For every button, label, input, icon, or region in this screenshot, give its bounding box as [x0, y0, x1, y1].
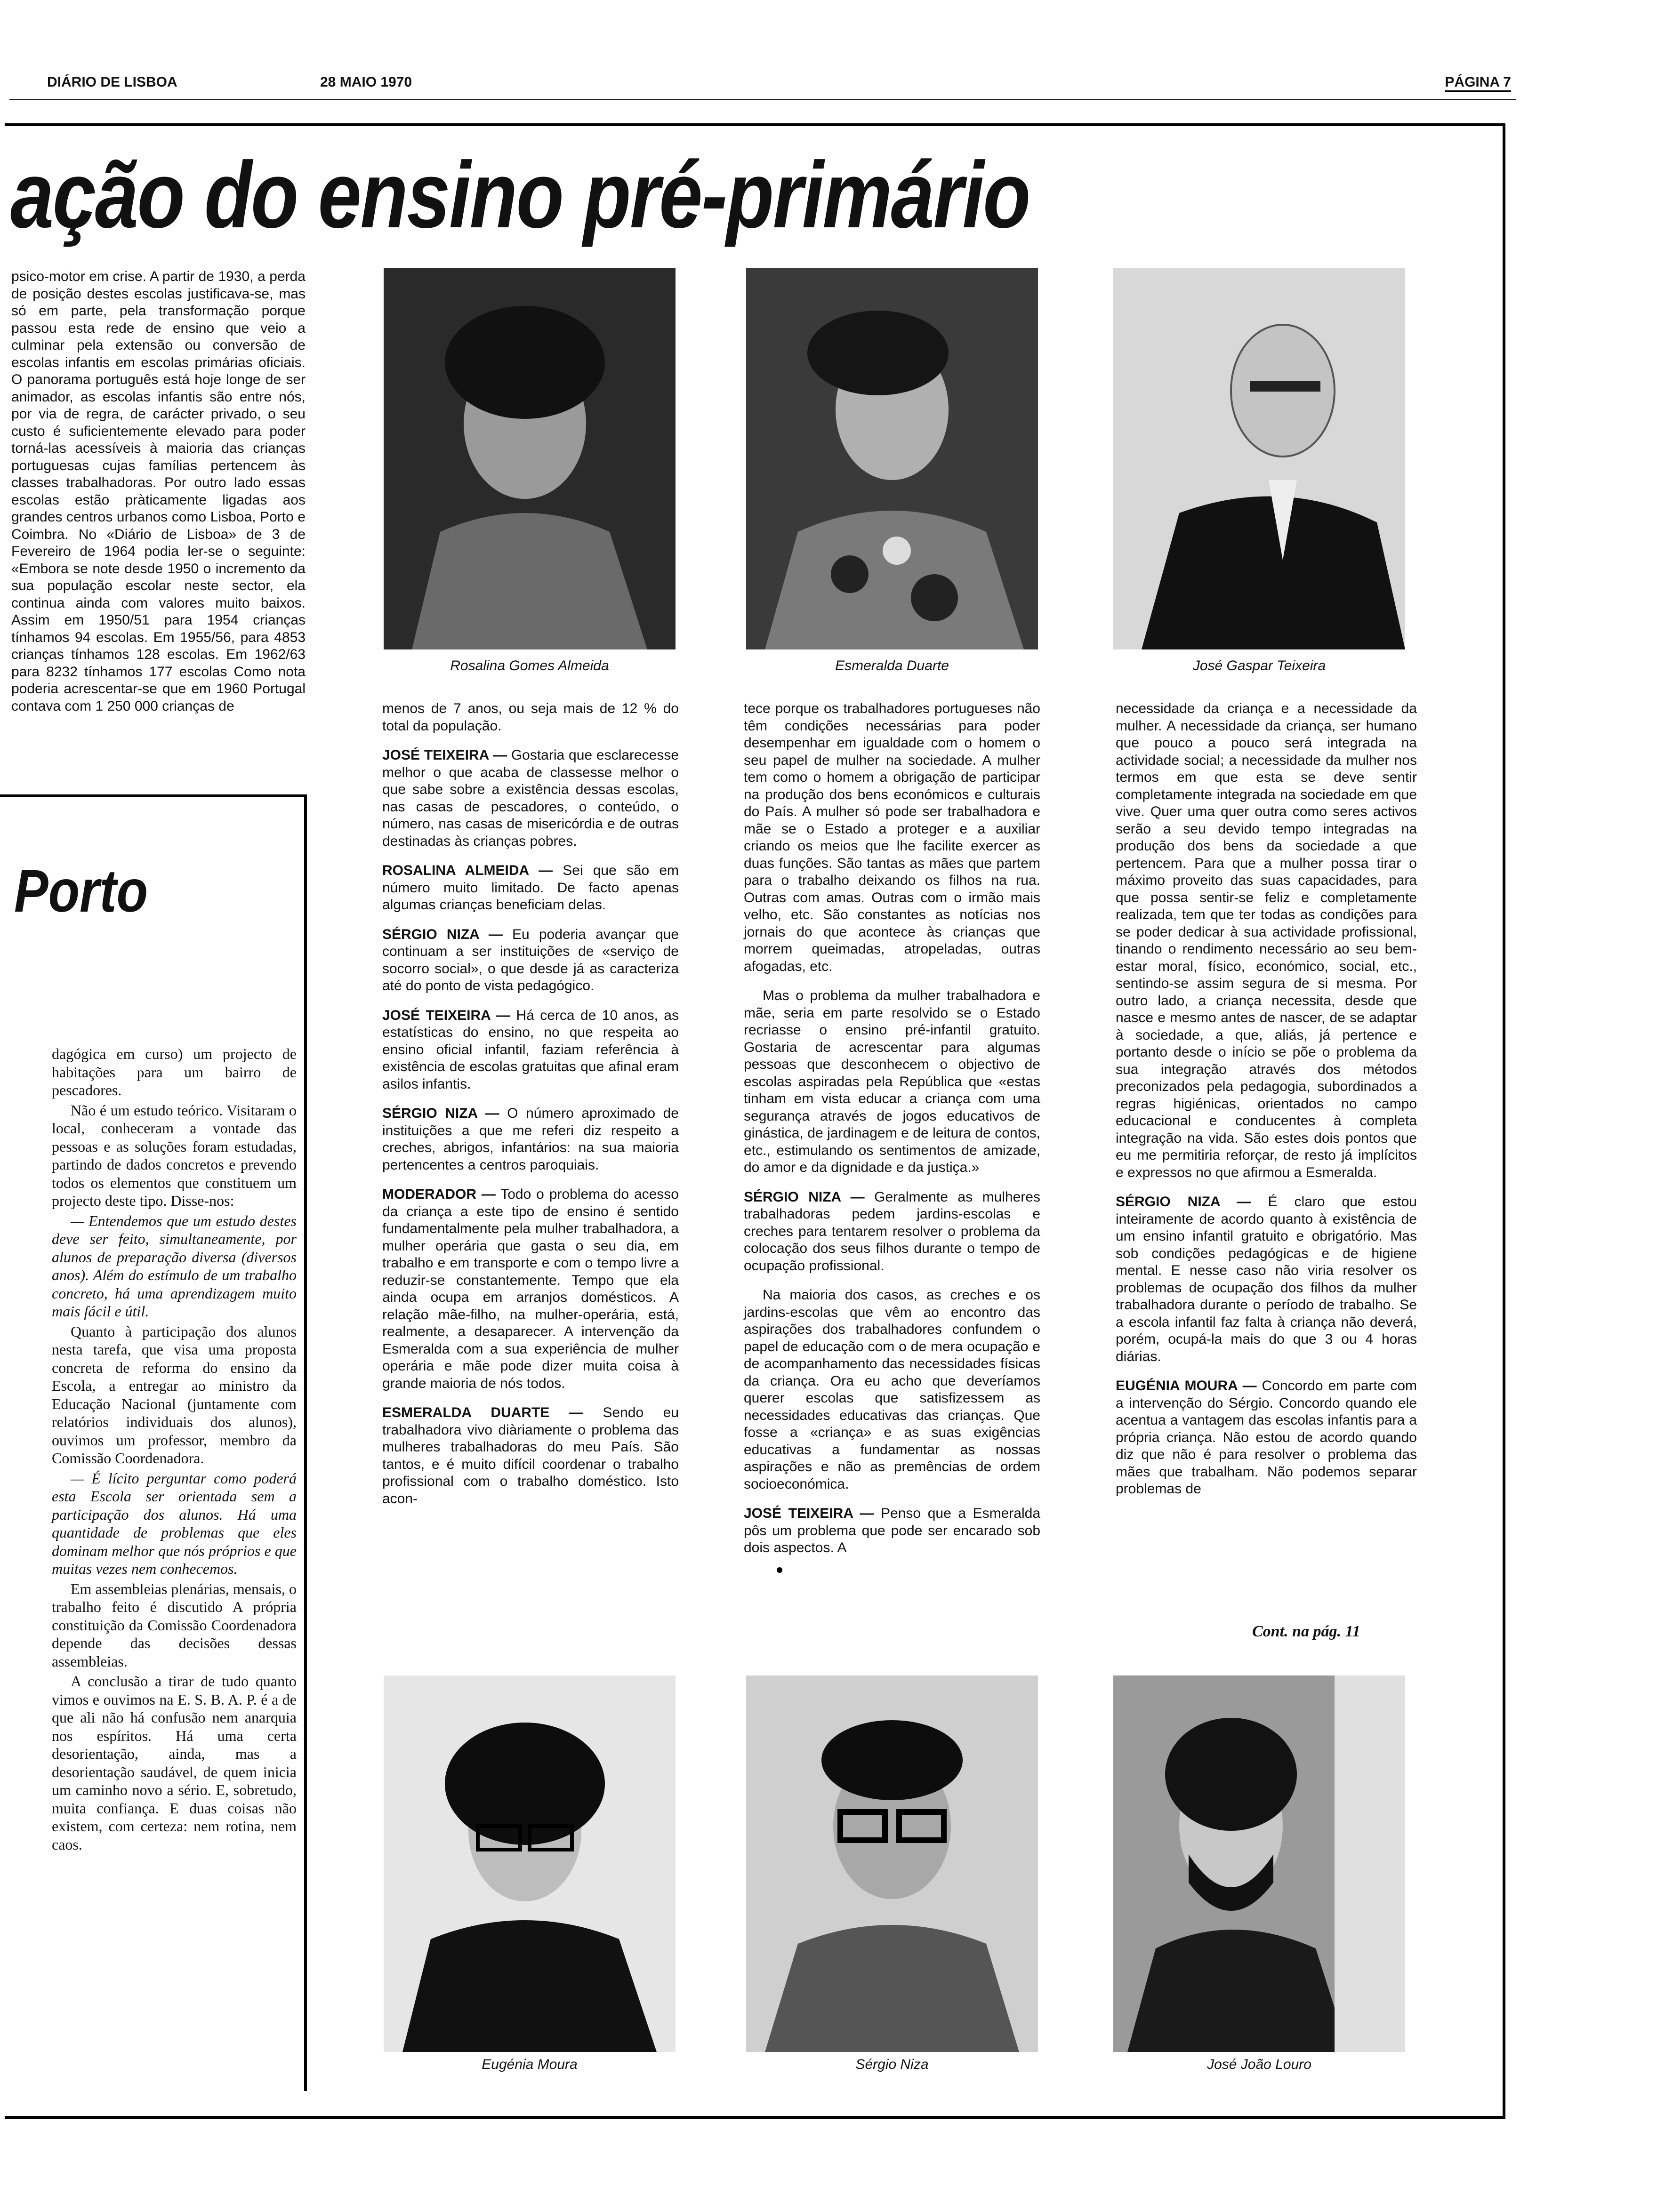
porto-title: Porto — [14, 858, 148, 925]
article-column — [1116, 700, 1417, 1510]
speaker-name: MODERADOR — — [382, 1186, 496, 1202]
header-rule — [9, 99, 1516, 100]
speaker-name: SÉRGIO NIZA — — [382, 1106, 499, 1121]
photo-caption: Rosalina Gomes Almeida — [450, 658, 609, 673]
paragraph: Na maioria dos casos, as creches e os jardins-escolas que vêm ao encontro das aspirações dos trabalhadores confundem o papel de educação com o de mera ocupação e de acompanhamento das necessidades físicas da criança. Ora eu acho que deveríamos querer escolas que satisfizessem as necessidades educativas das crianças. Que fosse a «criança» e as suas exigências educativas a fundamentar as nossas aspirações e não as premências de ordem socioeconómica. — [744, 1287, 1040, 1492]
photo-caption: José João Louro — [1207, 2057, 1311, 2072]
speaker-name: SÉRGIO NIZA — — [382, 926, 503, 942]
speaker-name: SÉRGIO NIZA — — [744, 1189, 865, 1205]
speaker-name: JOSÉ TEIXEIRA — — [744, 1506, 874, 1521]
speaker-name: EUGÉNIA MOURA — — [1116, 1378, 1257, 1394]
article-column — [744, 700, 1040, 1569]
left-top-paragraph: psico-motor em crise. A partir de 1930, a perda de posição destes escolas justificava-se, mas só em parte, pela transformação porque passou esta rede de ensino que veio a culminar pela extensão ou conversão de escolas infantis em escolas primárias oficiais. O panorama português está hoje longe de ser animador, as escolas infantis são entre nós, por via de regra, de carácter privado, o seu custo é suficientemente elevado para poder torná-las acessíveis à maioria das crianças portuguesas cujas famílias pertencem às classes trabalhadoras. Por outro lado essas escolas estão pràticamente ligadas aos grandes centros urbanos como Lisboa, Porto e Coimbra. No «Diário de Lisboa» de 3 de Fevereiro de 1964 podia ler-se o seguinte: «Embora se note desde 1950 o incremento da sua população escolar neste sector, ela continua ainda com valores muito baixos. Assim em 1950/51 para 1954 crianças tínhamos 94 escolas. Em 1955/56, para 4853 crianças tínhamos 128 escolas. Em 1962/63 para 8232 tínhamos 177 escolas Como nota poderia acrescentar-se que em 1960 Portugal contava com 1 250 000 crianças de — [11, 269, 306, 714]
dialogue-paragraph: MODERADOR — Todo o problema do acesso da criança a este tipo de ensino é sentido fundamentalmente pela mulher trabalhadora, a mulher operária que gasta o seu dia, em trabalho e em transporte e com o tempo livre a reduzir-se constantemente. Tempo que ela ainda ocupa em arranjos domésticos. A relação mãe-filho, na mulher-operária, está, realmente, a desaparecer. A intervenção da Esmeralda com a sua experiência de mulher operária e mãe pode dizer muita coisa à grande maioria de nós todos. — [382, 1186, 679, 1391]
dialogue-paragraph: ESMERALDA DUARTE — Sendo eu trabalhadora vivo diàriamente o problema das mulheres trabalhadoras do meu País. São tantos, e é muito difícil coordenar o trabalho profissional com o trabalho doméstico. Isto acon- — [382, 1405, 679, 1507]
issue-date: 28 MAIO 1970 — [320, 74, 412, 90]
paragraph: tece porque os trabalhadores portugueses não têm condições necessárias para poder desempenhar em igualdade com o homem o seu papel de mulher na sociedade. A mulher tem como o homem a obrigação de participar na produção dos bens económicos e culturais do País. A mulher só pode ser trabalhadora e mãe se o Estado a proteger e a auxiliar criando os meios que lhe facilite exercer as duas funções. São tantas as mães que partem para o trabalho deixando os filhos na rua. Outras com amas. Outras com o irmão mais velho, etc. São constantes as notícias nos jornais do que acontece às crianças que morrem queimadas, atropeladas, outras afogadas, etc. — [744, 701, 1040, 974]
dialogue-paragraph: EUGÉNIA MOURA — Concordo em parte com a intervenção do Sérgio. Concordo quando ele acentua a vantagem das escolas infantis para a própria criança. Não estou de acordo quando diz que não é para resolver o problema das mães que trabalham. Não podemos separar problemas de — [1116, 1378, 1417, 1497]
left-top-column — [11, 268, 306, 727]
dialogue-paragraph: ROSALINA ALMEIDA — Sei que são em número muito limitado. De facto apenas algumas crianças beneficiam delas. — [382, 863, 679, 913]
dialogue-paragraph: SÉRGIO NIZA — Geralmente as mulheres trabalhadoras pedem jardins-escolas e creches para tentarem resolver o problema da colocação dos seus filhos durante o tempo de ocupação profissional. — [744, 1189, 1040, 1274]
porto-paragraph: Não é um estudo teórico. Visitaram o local, conheceram a vontade das pessoas e as soluções foram estudadas, partindo de dados concretos e prevendo todos os elementos que constituem um projecto deste tipo. Disse-nos: — [52, 1101, 297, 1209]
dialogue-paragraph: JOSÉ TEIXEIRA — Penso que a Esmeralda pôs um problema que pode ser encarado sob dois aspectos. A — [744, 1506, 1040, 1555]
speaker-name: ESMERALDA DUARTE — — [382, 1405, 583, 1420]
speaker-name: JOSÉ TEIXEIRA — — [382, 1007, 511, 1023]
portrait-photo — [1113, 1675, 1405, 2052]
dialogue-paragraph: SÉRGIO NIZA — O número aproximado de instituições a que me referi diz respeito a creches, abrigos, infantários: na sua maioria pertencentes a centros paroquiais. — [382, 1106, 679, 1173]
porto-paragraph: dagógica em curso) um projecto de habitações para um bairro de pescadores. — [52, 1045, 297, 1098]
article-column — [382, 700, 679, 1520]
speaker-name: ROSALINA ALMEIDA — — [382, 863, 553, 878]
paragraph: menos de 7 anos, ou seja mais de 12 % do total da população. — [382, 701, 679, 734]
porto-quote: — Entendemos que um estudo destes deve ser feito, simultaneamente, por alunos de preparação diversa (diversos anos). Além do estímulo de um trabalho concreto, há uma aprendizagem muito mais fácil e útil. — [52, 1212, 297, 1320]
dialogue-paragraph: JOSÉ TEIXEIRA — Gostaria que esclarecesse melhor o que acaba de classesse melhor o que sabe sobre a existência dessas escolas, nas casas de pescadores, o conteúdo, o número, nas casas de misericórdia e de outras destinadas às crianças pobres. — [382, 747, 679, 849]
portrait-photo — [1113, 268, 1405, 649]
headline: ação do ensino pré-primário — [10, 143, 1030, 248]
paragraph: necessidade da criança e a necessidade da mulher. A necessidade da criança, ser humano que pouco a pouco será integrada na actividade social; a necessidade da mulher nos termos em que esta se deve sentir completamente integrada na sociedade em que vive. Quer uma quer outra como seres activos serão a seu devido tempo integradas na produção dos bens da sociedade a que pertencem. Para que a mulher possa tirar o máximo proveito das suas capacidades, para que possa sentir-se feliz e completamente realizada, tem que ter todas as condições para se poder dedicar à sua actividade profissional, tinando o rendimento necessário ao seu bem-estar moral, físico, económico, social, etc., sentindo-se assim segura de si mesma. Por outro lado, a criança necessita, desde que nasce e mesmo antes de nascer, de se adaptar à sociedade, a que, aliás, já pertence e portanto desde o início se põe o problema da sua integração através dos métodos preconizados pela pedagogia, subordinados a regras higiénicas, orientados no campo educacional e conducentes à completa integração na vida. São estes dois pontos que eu me permitiria reforçar, de resto já implícitos e expressos no que afirmou a Esmeralda. — [1116, 701, 1417, 1180]
page-header — [28, 71, 1511, 94]
porto-paragraph: Em assembleias plenárias, mensais, o trabalho feito é discutido A própria constituição da Comissão Coordenadora depende das decisões dessas assembleias. — [52, 1580, 297, 1670]
separator-dot — [777, 1567, 782, 1573]
porto-paragraph: A conclusão a tirar de tudo quanto vimos e ouvimos na E. S. B. A. P. é a de que ali não há confusão nem anarquia nos espíritos. Há uma certa desorientação, ainda, mas a desorientação saudável, de quem inicia um caminho novo a sério. E, sobretudo, muita confiança. E duas coisas não existem, com certeza: nem rotina, nem caos. — [52, 1673, 297, 1853]
portrait-photo — [384, 1675, 676, 2052]
photo-caption: Sérgio Niza — [855, 2057, 929, 2072]
speaker-name: JOSÉ TEIXEIRA — — [382, 747, 507, 763]
porto-paragraph: Quanto à participação dos alunos nesta tarefa, que visa uma proposta concreta de reforma do ensino da Escola, a entregar ao ministro da Educação Nacional (juntamente com relatórios individuais dos alunos), ouvimos um professor, membro da Comissão Coordenadora. — [52, 1322, 297, 1467]
porto-column — [52, 1045, 297, 1855]
paragraph: Mas o problema da mulher trabalhadora e mãe, seria em parte resolvido se o Estado recriasse o ensino pré-infantil gratuito. Gostaria de acrescentar para algumas pessoas que desconhecem o objectivo de escolas aspiradas pela República que «estas tinham em vista educar a criança com uma segurança através de jogos educativos de ginástica, de jardinagem e de leitura de contos, etc., estimulando os sentimentos de amizade, do amor e da dignidade e da justiça.» — [744, 988, 1040, 1175]
speaker-name: SÉRGIO NIZA — — [1116, 1194, 1251, 1210]
dialogue-paragraph: SÉRGIO NIZA — Eu poderia avançar que continuam a ser instituições de «serviço de socorro social», o que desde já as caracteriza até do ponto de vista pedagógico. — [382, 926, 679, 994]
dialogue-paragraph: JOSÉ TEIXEIRA — Há cerca de 10 anos, as estatísticas do ensino, no que respeita ao ensino oficial infantil, faziam referência à existência de escolas gratuitas que afinal eram asilos infantis. — [382, 1007, 679, 1092]
dialogue-paragraph: SÉRGIO NIZA — É claro que estou inteiramente de acordo quanto à existência de um ensino infantil gratuito e obrigatório. Mas sob condições pedagógicas e de higiene mental. E nesse caso não viria resolver os problemas de ocupação dos filhos da mulher trabalhadora durante o período de trabalho. Se a escola infantil faz falta à criança não deverá, porém, ocupá-la mais do que 3 ou 4 horas diárias. — [1116, 1194, 1417, 1364]
photo-caption: José Gaspar Teixeira — [1192, 658, 1326, 673]
photo-caption: Eugénia Moura — [482, 2057, 578, 2072]
continuation-note: Cont. na pág. 11 — [1252, 1623, 1360, 1640]
portrait-photo — [384, 268, 676, 649]
newspaper-name: DIÁRIO DE LISBOA — [47, 74, 177, 90]
porto-quote: — É lícito perguntar como poderá esta Escola ser orientada sem a participação dos alunos. Há uma quantidade de problemas que eles dominam melhor que nós próprios e que muitas vezes nem conhecemos. — [52, 1469, 297, 1577]
photo-caption: Esmeralda Duarte — [835, 658, 949, 673]
portrait-photo — [746, 268, 1038, 649]
portrait-photo — [746, 1675, 1038, 2052]
page-number: PÁGINA 7 — [1445, 74, 1511, 92]
